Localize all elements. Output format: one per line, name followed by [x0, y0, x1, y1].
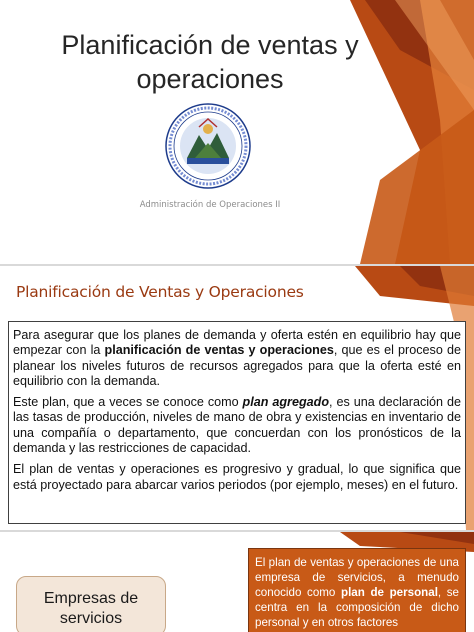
italic-term: plan agregado: [242, 395, 330, 410]
definition-textbox: [8, 321, 466, 524]
services-label-box: Empresas de servicios: [16, 576, 166, 632]
slide-heading: Planificación de Ventas y Operaciones: [16, 283, 304, 301]
paragraph-1: Para asegurar que los planes de demanda y oferta estén en equilibrio hay que empezar con la planificación de ventas y operaciones, que es el proceso de planear los niveles futuros de recursos agregados para que la oferta esté en equilibrio con la demanda.: [13, 328, 461, 388]
title-slide: [0, 0, 474, 264]
content-slide: [0, 266, 474, 530]
paragraph-2: Este plan, que a veces se conoce como plan agregado, es una declaración de las tasas de producción, niveles de mano de obra y existencias en inventario de una compañía o departamento, que concuerdan con los pronósticos de la demanda y las restricciones de capacidad.: [13, 395, 461, 456]
bold-term: plan de personal: [341, 586, 438, 599]
slide-title: Planificación de ventas y operaciones: [61, 30, 359, 94]
bold-term: planificación de ventas y operaciones: [104, 343, 334, 358]
paragraph-3: El plan de ventas y operaciones es progresivo y gradual, lo que significa que está proyectado para abarcar varios periodos (por ejemplo, meses) en el futuro.: [13, 462, 461, 492]
services-description-box: El plan de ventas y operaciones de una empresa de servicios, a menudo conocido como plan de personal, se centra en la composición de dicho personal y en otros factores: [248, 548, 466, 632]
course-subtitle: Administración de Operaciones II: [139, 200, 281, 210]
university-seal-icon: [165, 103, 251, 189]
services-slide: [0, 532, 474, 632]
